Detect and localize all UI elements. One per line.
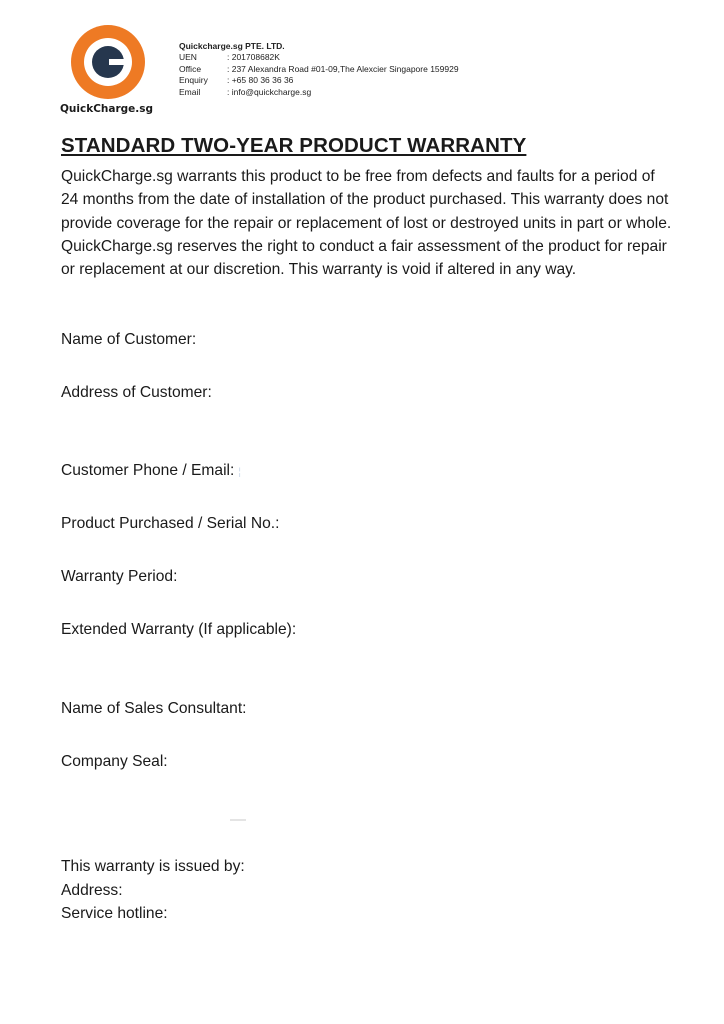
detail-key: UEN	[179, 52, 197, 63]
seal-placeholder-line	[230, 819, 246, 821]
company-details	[179, 41, 459, 98]
extended-warranty-label: Extended Warranty (If applicable):	[61, 621, 297, 638]
detail-value: : +65 80 36 36 36	[227, 75, 294, 86]
quickcharge-logo-icon	[68, 24, 150, 100]
warranty-period-label: Warranty Period:	[61, 568, 178, 585]
sales-consultant-label: Name of Sales Consultant:	[61, 700, 247, 717]
issuer-block	[61, 855, 245, 926]
issuer-address-label: Address:	[61, 881, 123, 899]
issued-by-label: This warranty is issued by:	[61, 858, 245, 875]
detail-value: : 237 Alexandra Road #01-09,The Alexcier Singapore 159929	[227, 63, 459, 74]
product-serial-label: Product Purchased / Serial No.:	[61, 515, 280, 532]
customer-contact-field	[61, 462, 241, 480]
enquiry-row	[179, 75, 459, 86]
company-name: Quickcharge.sg PTE. LTD.	[179, 41, 285, 51]
company-logo	[60, 24, 160, 115]
redaction-mark: ¦	[238, 467, 241, 478]
detail-key: Email	[179, 86, 201, 97]
customer-name-label: Name of Customer:	[61, 331, 197, 348]
company-seal-label: Company Seal:	[61, 753, 168, 770]
brand-name: QuickCharge.sg	[60, 103, 154, 115]
detail-key: Enquiry	[179, 75, 208, 86]
email-row	[179, 87, 459, 98]
uen-row	[179, 52, 459, 63]
service-hotline-label: Service hotline:	[61, 905, 168, 922]
document-title: STANDARD TWO-YEAR PRODUCT WARRANTY	[61, 134, 527, 157]
detail-value: : 201708682K	[227, 52, 280, 63]
customer-contact-label: Customer Phone / Email:	[61, 462, 235, 479]
office-row	[179, 64, 459, 75]
customer-address-label: Address of Customer:	[61, 384, 212, 401]
detail-key: Office	[179, 63, 202, 74]
warranty-intro: QuickCharge.sg warrants this product to be free from defects and faults for a period of 24 months from the date of installation of the product purchased. This warranty does not provide coverage for the repair or replacement of lost or destroyed units in part or whole. QuickCharge.sg reserves the right to conduct a fair assessment of the product for repair or replacement at our discretion. This warranty is void if altered in any way.	[61, 168, 672, 279]
detail-value: : info@quickcharge.sg	[227, 86, 312, 97]
